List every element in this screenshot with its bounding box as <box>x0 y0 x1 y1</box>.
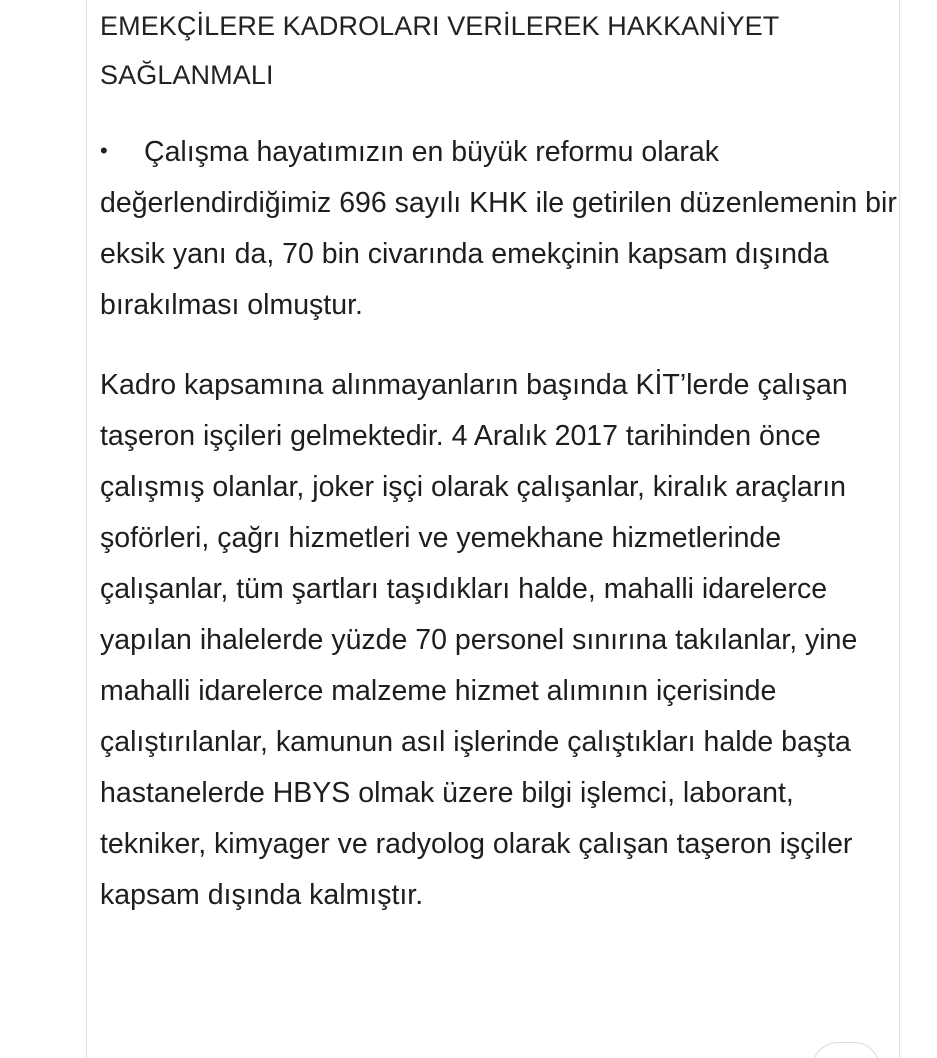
bullet-icon: • <box>100 138 108 163</box>
bullet-paragraph <box>100 125 900 331</box>
article-title <box>100 0 900 100</box>
title-line-2: SAĞLANMALI <box>100 60 274 90</box>
article-content <box>100 0 900 921</box>
paragraph-2: Kadro kapsamına alınmayanların başında KİT’lerde çalışan taşeron işçileri gelmektedir. 4 Aralık 2017 tarihinden önce çalışmış olanlar, joker işçi olarak çalışanlar, kiralık araçların şoförleri, çağrı hizmetleri ve yemekhane hizmetlerinde çalışanlar, tüm şartları taşıdıkları halde, mahalli idarelerce yapılan ihalelerde yüzde 70 personel sınırına takılanlar, yine mahalli idarelerce malzeme hizmet alımının içerisinde çalıştırılanlar, kamunun asıl işlerinde çalıştıkları halde başta hastanelerde HBYS olmak üzere bilgi işlemci, laborant, tekniker, kimyager ve radyolog olarak çalışan taşeron işçiler kapsam dışında kalmıştır. <box>100 369 858 911</box>
title-line-1: EMEKÇİLERE KADROLARI VERİLEREK HAKKANİYET <box>100 11 780 41</box>
paragraph-1-text: Çalışma hayatımızın en büyük reformu olarak değerlendirdiğimiz 696 sayılı KHK ile getirilen düzenlemenin bir eksik yanı da, 70 bin civarında emekçinin kapsam dışında bırakılması olmuştur. <box>100 136 897 321</box>
